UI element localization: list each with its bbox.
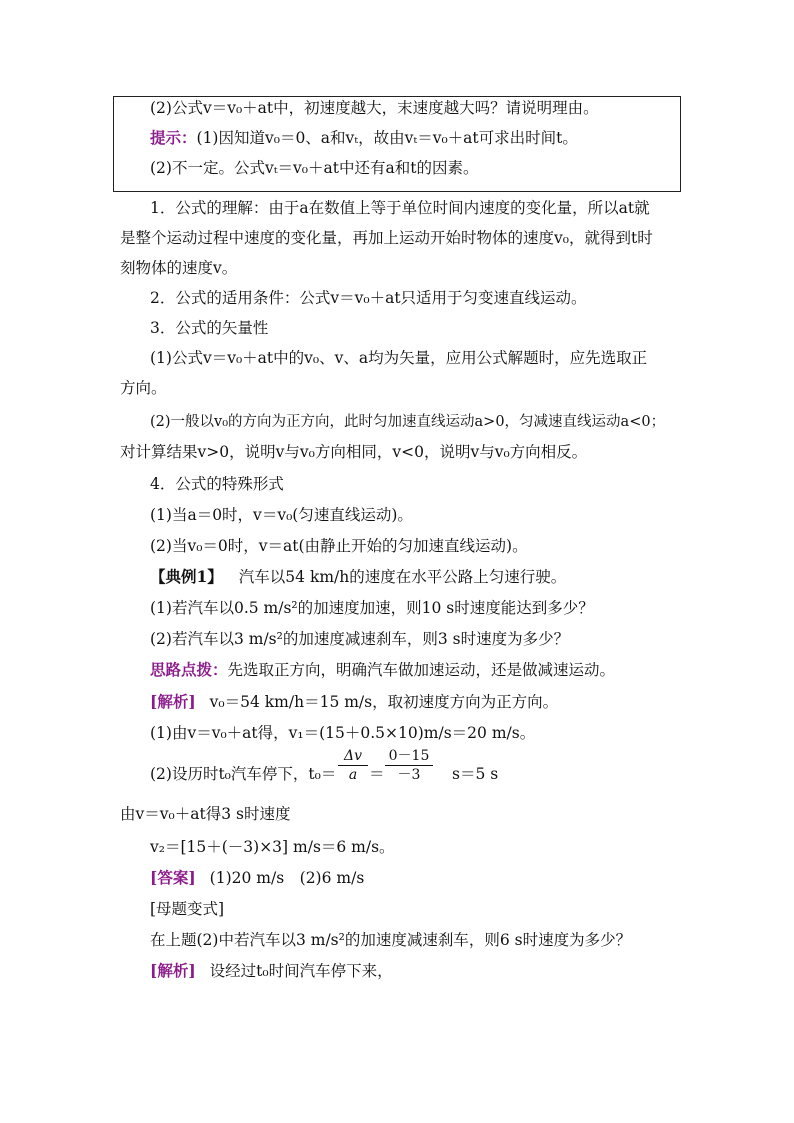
answer-label: [答案] xyxy=(150,868,196,887)
variant-analysis xyxy=(150,961,393,981)
equals-sign: ＝ xyxy=(369,765,385,783)
point-2: 2．公式的适用条件：公式v＝v₀＋at只适用于匀变速直线运动。 xyxy=(150,289,587,307)
analysis-label: [解析] xyxy=(150,692,196,711)
hint-line-1 xyxy=(150,128,578,148)
variant-analysis-label: [解析] xyxy=(150,961,196,980)
example-question-1: (1)若汽车以0.5 m/s²的加速度加速，则10 s时速度能达到多少？ xyxy=(150,599,594,617)
point-3-2-line-b: 对计算结果v>0，说明v与v₀方向相同，v<0，说明v与v₀方向相反。 xyxy=(120,443,588,461)
fraction-values xyxy=(385,747,433,784)
analysis-intro xyxy=(150,692,558,712)
solution-3: 由v＝v₀＋at得3 s时速度 xyxy=(120,805,291,823)
point-3-title: 3．公式的矢量性 xyxy=(150,319,269,337)
variant-label: [母题变式] xyxy=(150,900,225,918)
point-1-line-b: 是整个运动过程中速度的变化量，再加上运动开始时物体的速度v₀，就得到t时 xyxy=(120,229,653,247)
point-4-2: (2)当v₀＝0时，v＝at(由静止开始的匀加速直线运动)。 xyxy=(150,537,528,555)
hint-label: 提示： xyxy=(150,128,197,147)
example-label: 【典例1】 xyxy=(150,567,223,586)
solution-1: (1)由v＝v₀＋at得，v₁＝(15＋0.5×10)m/s＝20 m/s。 xyxy=(150,724,536,742)
fraction-2-denominator: －3 xyxy=(397,767,421,783)
example-header xyxy=(150,567,566,587)
solution-2-result: s＝5 s xyxy=(452,765,499,783)
fraction-1-denominator: a xyxy=(348,767,358,783)
point-1-line-a: 1．公式的理解：由于a在数值上等于单位时间内速度的变化量，所以at就 xyxy=(150,199,650,217)
point-1-line-c: 刻物体的速度v。 xyxy=(120,259,238,277)
answer-line xyxy=(150,868,364,888)
example-question-2: (2)若汽车以3 m/s²的加速度减速刹车，则3 s时速度为多少？ xyxy=(150,630,570,648)
solution-2-prefix: (2)设历时t₀汽车停下，t₀＝ xyxy=(150,765,337,783)
fraction-1-numerator: Δv xyxy=(338,747,368,766)
analysis-intro-text: v₀＝54 km/h＝15 m/s，取初速度方向为正方向。 xyxy=(209,693,559,711)
hint-text-1: (1)因知道v₀＝0、a和vₜ，故由vₜ＝v₀＋at可求出时间t。 xyxy=(196,129,578,147)
hint-line-2: (2)不一定。公式vₜ＝v₀＋at中还有a和t的因素。 xyxy=(150,159,479,177)
point-3-1-line-a: (1)公式v＝v₀＋at中的v₀、v、a均为矢量，应用公式解题时，应先选取正 xyxy=(150,349,648,367)
fraction-dv-over-a xyxy=(338,747,368,784)
variant-question: 在上题(2)中若汽车以3 m/s²的加速度减速刹车，则6 s时速度为多少？ xyxy=(150,931,632,949)
thinking-hint xyxy=(150,660,615,680)
solution-4: v₂＝[15＋(－3)×3] m/s＝6 m/s。 xyxy=(150,838,395,856)
example-stem: 汽车以54 km/h的速度在水平公路上匀速行驶。 xyxy=(238,568,567,586)
point-4-title: 4．公式的特殊形式 xyxy=(150,475,284,493)
variant-analysis-text: 设经过t₀时间汽车停下来， xyxy=(209,962,393,980)
point-3-1-line-b: 方向。 xyxy=(120,379,167,397)
fraction-2-numerator: 0－15 xyxy=(385,747,433,766)
thinking-hint-label: 思路点拨： xyxy=(150,660,228,679)
point-3-2-line-a: (2)一般以v₀的方向为正方向，此时匀加速直线运动a>0，匀减速直线运动a<0； xyxy=(150,414,666,430)
point-4-1: (1)当a＝0时，v＝v₀(匀速直线运动)。 xyxy=(150,506,413,524)
answer-text: (1)20 m/s (2)6 m/s xyxy=(209,869,365,887)
box-question-2: (2)公式v＝v₀＋at中，初速度越大，末速度越大吗？请说明理由。 xyxy=(150,99,599,117)
thinking-hint-text: 先选取正方向，明确汽车做加速运动，还是做减速运动。 xyxy=(227,661,616,679)
